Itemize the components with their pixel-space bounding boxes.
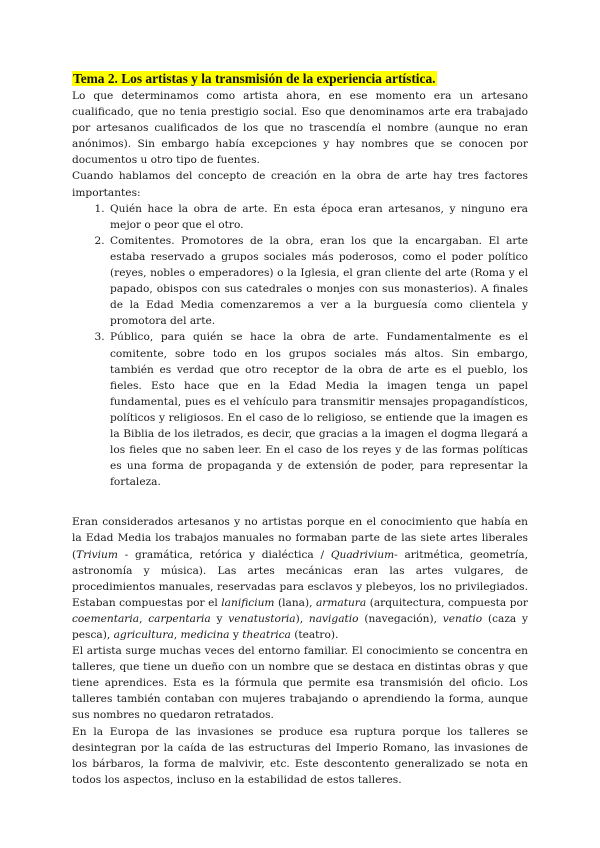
artes-text-1: Eran considerados artesanos y no artistas porque en el conocimiento que había en la Edad Media los trabajos manuales no formaban parte de las siete artes liberales ( (72, 516, 528, 561)
intro-paragraph: Lo que determinamos como artista ahora, en ese momento era un artesano cualificado, que no tenia prestigio social. Eso que denominamos arte era trabajado por artesanos cualificados de los que no trascendía el nombre (aunque no eran anónimos). Sin embargo había excepciones y hay nombres que se conocen por documentos u otro tipo de fuentes. (72, 90, 528, 167)
artes-text-6: , (139, 612, 149, 625)
factor-item-1: 1. Quién hace la obra de arte. En esta época eran artesanos, y ninguno era mejor o peor que el otro. (108, 201, 528, 233)
artes-text-13: (teatro). (290, 629, 339, 641)
artes-text-4: (lana), (274, 596, 316, 609)
term-coementaria: coementaria (72, 612, 140, 625)
artes-text-11: , (173, 629, 181, 641)
term-venatio: venatio (442, 612, 483, 625)
artes-text-8: ), (295, 612, 309, 625)
term-quadrivium: Quadrivium (330, 548, 395, 561)
artes-text-3: - aritmética, geometría, astronomía y música). Las artes mecánicas eran las artes vulgares, de procedimientos manuales, reservadas para esclavos y plebeyos, los no privilegiados. Estaban compuestas por el (72, 548, 528, 609)
term-theatrica: theatrica (242, 629, 291, 641)
term-venatustoria: venatustoria (228, 612, 296, 625)
term-lanificium: lanificium (221, 596, 275, 609)
artes-paragraph (72, 514, 528, 643)
title-highlight: Tema 2. Los artistas y la transmisión de la experiencia artística. (73, 71, 436, 86)
factor-item-2: 2. Comitentes. Promotores de la obra, eran los que la encargaban. El arte estaba reservado a grupos sociales más poderosos, como el poder político (reyes, nobles o emperadores) o la Iglesia, el gran cliente del arte (Roma y el papado, obispos con sus catedrales o monjes con sus monasterios). A finales de la Edad Media comenzaremos a ver a la burguesía como clientela y promotora del arte. (108, 233, 528, 330)
paragraph-gap (72, 490, 528, 514)
talleres-paragraph: El artista surge muchas veces del entorno familiar. El conocimiento se concentra en talleres, que tiene un dueño con un nombre que se destaca en distintas obras y que tiene aprendices. Esta es la fórmula que permite esa transmisión del oficio. Los talleres también contaban con mujeres trabajando o aprendiendo la forma, aunque sus nombres no quedaron retratados. (72, 645, 528, 722)
document-content (72, 70, 528, 788)
term-agricultura: agricultura (113, 629, 174, 641)
term-navigatio: navigatio (308, 612, 359, 625)
artes-text-9: (navegación), (358, 612, 443, 625)
term-armatura: armatura (315, 596, 367, 609)
page-title (72, 70, 528, 88)
term-medicina: medicina (180, 629, 230, 641)
artes-text-12: y (229, 629, 243, 641)
term-trivium: Trivium (76, 548, 118, 561)
europa-paragraph: En la Europa de las invasiones se produce esa ruptura porque los talleres se desintegran por la caída de las estructuras del Imperio Romano, las invasiones de los bárbaros, la forma de malvivir, etc. Este descontento generalizado se nota en todos los aspectos, incluso en la estabilidad de estos talleres. (72, 725, 528, 786)
artes-text-5: (arquitectura, compuesta por (366, 596, 528, 609)
term-carpentaria: carpentaria (148, 612, 211, 625)
factors-list (72, 201, 528, 491)
artes-text-2: - gramática, retórica y dialéctica / (117, 548, 331, 561)
artes-text-10: (caza y pesca), (72, 612, 528, 641)
factor-item-3: 3. Público, para quién se hace la obra de arte. Fundamentalmente es el comitente, sobre todo en los grupos sociales más altos. Sin embargo, también es verdad que otro receptor de la obra de arte es el pueblo, los fieles. Esto hace que en la Edad Media la imagen tenga un papel fundamental, pues es el vehículo para transmitir mensajes propagandísticos, políticos y religiosos. En el caso de lo religioso, se entiende que la imagen es la Biblia de los iletrados, es decir, que gracias a la imagen el dogma llegará a los fieles que no saben leer. En el caso de los reyes y de las formas políticas es una forma de propaganda y de extensión de poder, para representar la fortaleza. (108, 329, 528, 490)
factors-intro-paragraph: Cuando hablamos del concepto de creación en la obra de arte hay tres factores importantes: (72, 170, 528, 199)
artes-text-7: y (210, 612, 229, 625)
